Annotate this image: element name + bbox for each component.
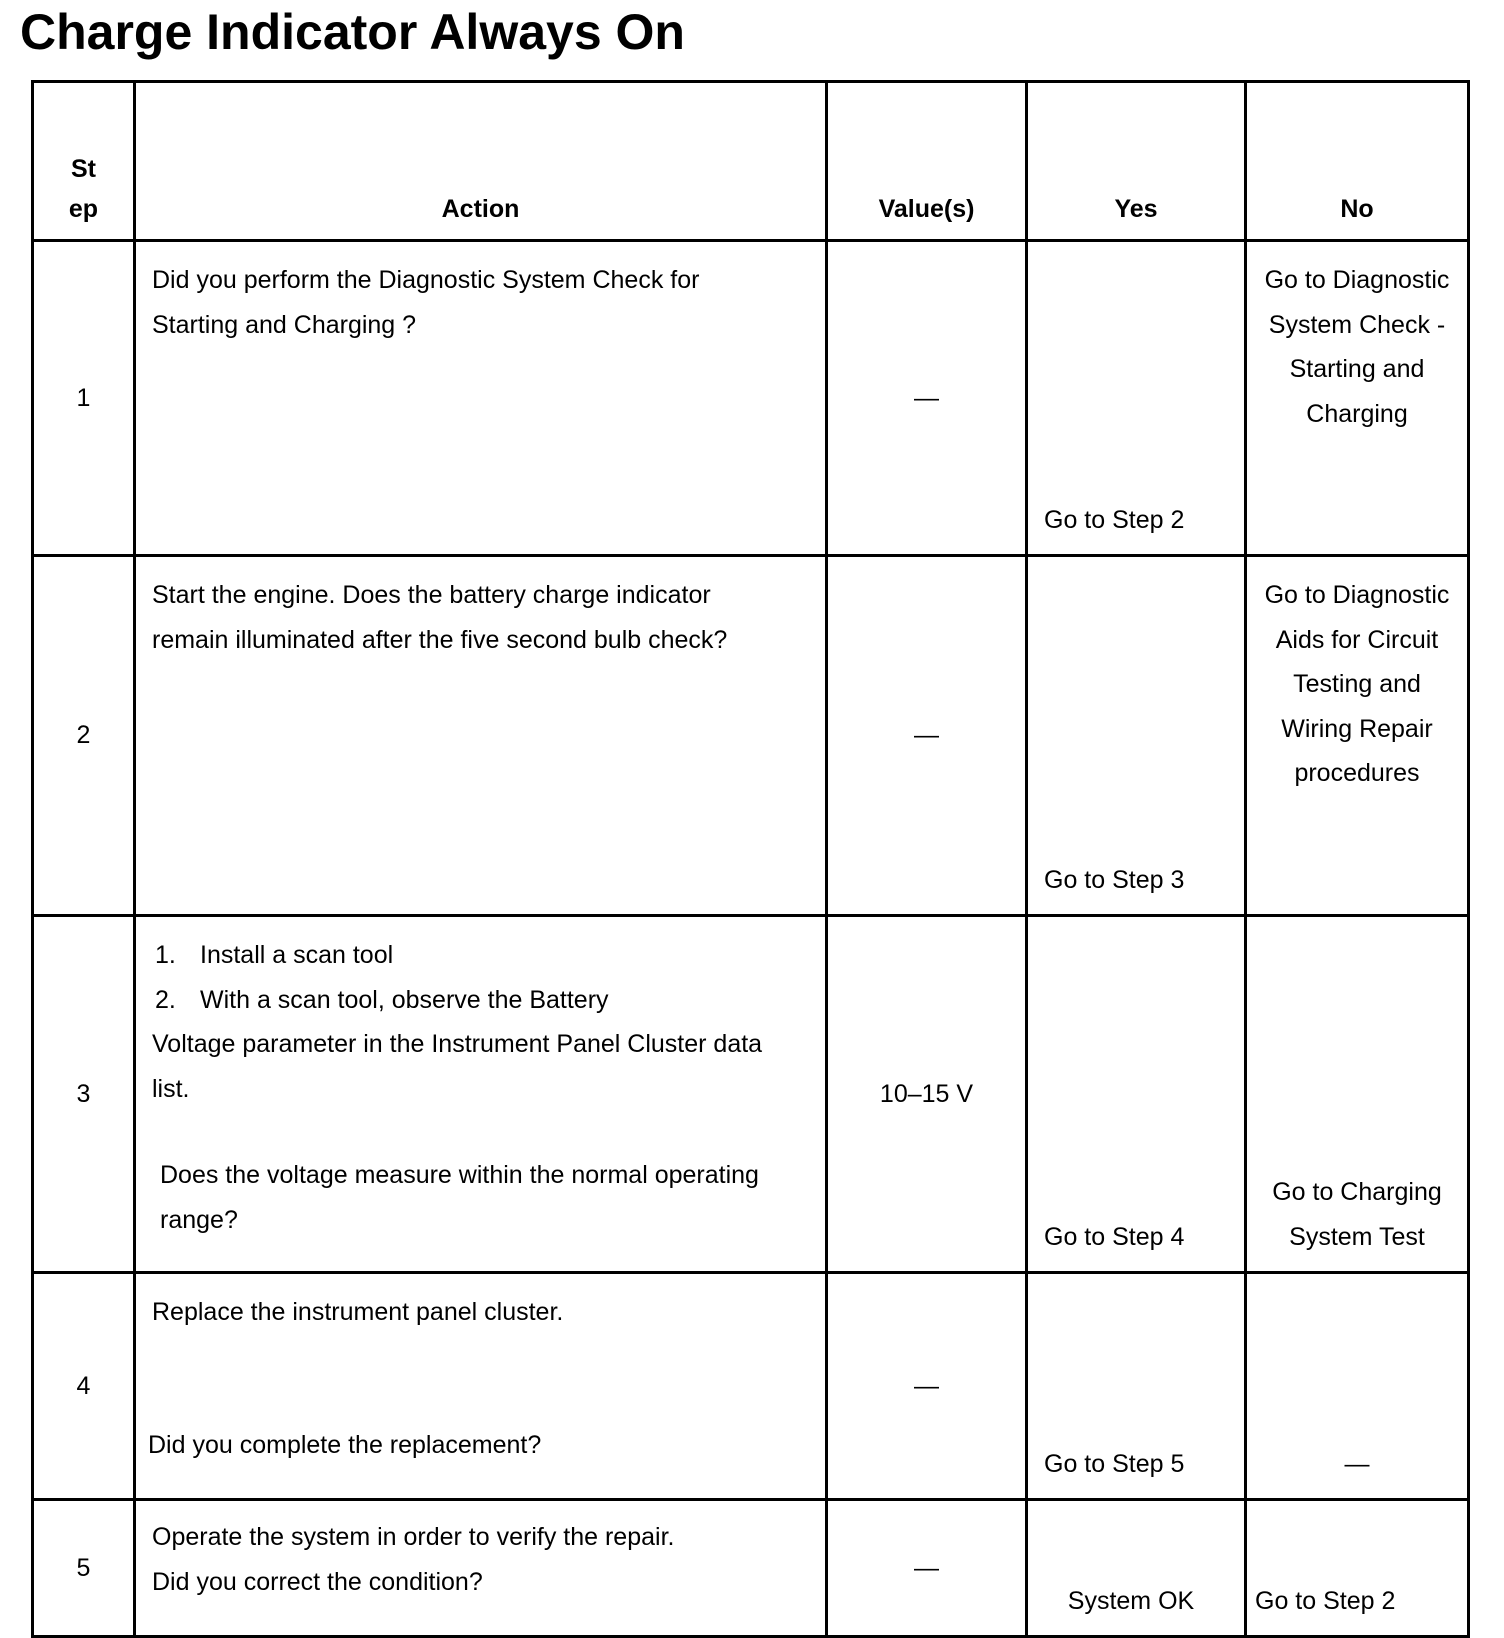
table-row: [33, 1273, 1469, 1500]
yes-cell: System OK: [1027, 1500, 1246, 1637]
step-number: 1: [33, 241, 135, 556]
header-action: Action: [135, 82, 827, 241]
action-text: Operate the system in order to verify the repair.: [152, 1523, 675, 1551]
yes-cell: Go to Step 2: [1027, 241, 1246, 556]
action-cell: [135, 1500, 827, 1637]
action-list-item: 2. With a scan tool, observe the Battery: [155, 985, 609, 1014]
action-text: Did you perform the Diagnostic System Check for Starting and Charging ?: [135, 241, 827, 556]
table-header-row: [33, 82, 1469, 241]
page-title: Charge Indicator Always On: [20, 4, 685, 60]
no-cell: Go to Step 2: [1246, 1500, 1469, 1637]
table-row: [33, 1500, 1469, 1637]
value-cell: 10–15 V: [827, 916, 1027, 1273]
diagnostic-table: [31, 80, 1470, 1638]
value-cell: —: [827, 1273, 1027, 1500]
header-no: No: [1246, 82, 1469, 241]
header-step: St ep: [33, 82, 135, 241]
action-question: Did you correct the condition?: [152, 1567, 483, 1596]
no-cell: Go to Diagnostic System Check - Starting and Charging: [1246, 241, 1469, 556]
value-cell: —: [827, 1500, 1027, 1637]
action-text: Start the engine. Does the battery charge indicator remain illuminated after the five second bulb check?: [135, 556, 827, 916]
action-cell: [135, 1273, 827, 1500]
no-cell: Go to Charging System Test: [1246, 916, 1469, 1273]
action-cell: [135, 916, 827, 1273]
action-list-item: 1. Install a scan tool: [155, 941, 394, 969]
value-cell: —: [827, 241, 1027, 556]
action-question: Did you complete the replacement?: [148, 1430, 542, 1459]
action-question: Does the voltage measure within the normal operating range?: [160, 1161, 759, 1234]
step-number: 5: [33, 1500, 135, 1637]
table-row: [33, 916, 1469, 1273]
step-number: 4: [33, 1273, 135, 1500]
no-cell: —: [1246, 1273, 1469, 1500]
table-row: [33, 556, 1469, 916]
step-number: 3: [33, 916, 135, 1273]
table-row: [33, 241, 1469, 556]
yes-cell: Go to Step 5: [1027, 1273, 1246, 1500]
action-text: Voltage parameter in the Instrument Panel Cluster data list.: [152, 1030, 763, 1103]
no-cell: Go to Diagnostic Aids for Circuit Testing and Wiring Repair procedures: [1246, 556, 1469, 916]
yes-cell: Go to Step 3: [1027, 556, 1246, 916]
header-yes: Yes: [1027, 82, 1246, 241]
action-text: Replace the instrument panel cluster.: [152, 1298, 564, 1326]
header-values: Value(s): [827, 82, 1027, 241]
yes-cell: Go to Step 4: [1027, 916, 1246, 1273]
value-cell: —: [827, 556, 1027, 916]
step-number: 2: [33, 556, 135, 916]
